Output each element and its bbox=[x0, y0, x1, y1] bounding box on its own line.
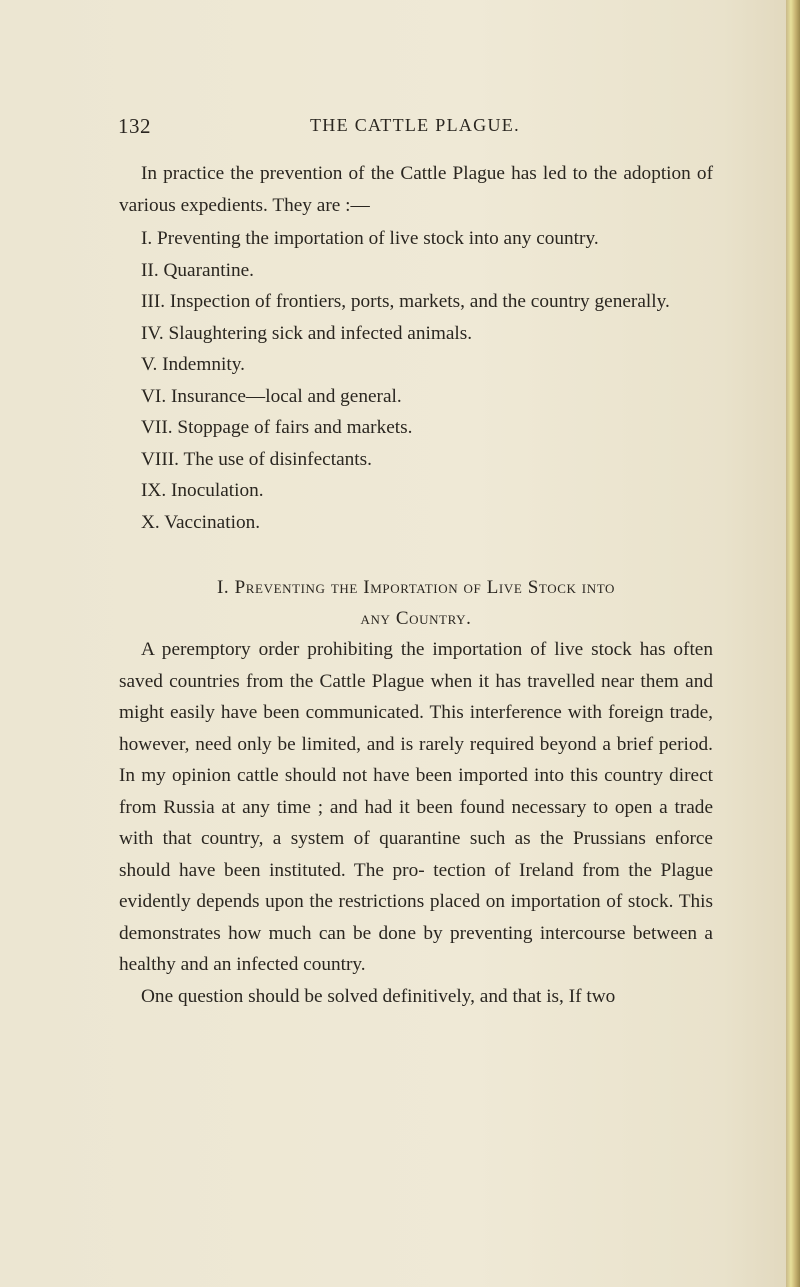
list-item: IV. Slaughtering sick and infected animals. bbox=[141, 322, 473, 344]
list-item: IX. Inoculation. bbox=[141, 480, 264, 501]
running-title: THE CATTLE PLAGUE. bbox=[310, 115, 520, 135]
section-heading-line: any Country. bbox=[360, 608, 472, 629]
book-edge bbox=[786, 0, 800, 1287]
list-item: V. Indemnity. bbox=[141, 354, 245, 375]
list-item: VI. Insurance—local and general. bbox=[141, 385, 402, 407]
section-heading bbox=[119, 572, 713, 634]
list-item: II. Quarantine. bbox=[141, 259, 254, 281]
page-number: 132 bbox=[118, 114, 151, 138]
list-item: VIII. The use of disinfectants. bbox=[141, 448, 372, 470]
body-paragraph: A peremptory order prohibiting the importation of live stock has often saved countries from the Cattle Plague when it has travelled near them and might easily have been communicated. This interference with foreign trade, however, need only be limited, and is rarely required beyond a brief period. In my opinion cattle should not have been imported into this country direct from Russia at any time ; and had it been found necessary to open a trade with that country, a system of quarantine such as the Prussians enforce should have been instituted. The pro- tection of Ireland from the Plague evidently depends upon the restrictions placed on importation of stock. This demonstrates how much can be done by preventing intercourse between a healthy and an infected country. bbox=[119, 639, 713, 975]
list-item: VII. Stoppage of fairs and markets. bbox=[141, 417, 413, 438]
page-header bbox=[0, 114, 786, 144]
list-item: I. Preventing the importation of live stock into any country. bbox=[141, 228, 599, 249]
intro-paragraph: In practice the prevention of the Cattle Plague has led to the adoption of various expedients. They are :— bbox=[119, 163, 713, 216]
list-item: X. Vaccination. bbox=[141, 511, 261, 533]
expedients-list bbox=[119, 223, 713, 538]
section-heading-line: I. Preventing the Importation of Live Stock into bbox=[216, 577, 616, 598]
page-body bbox=[119, 158, 713, 1012]
body-paragraph: One question should be solved definitively, and that is, If two bbox=[141, 985, 616, 1007]
list-item: III. Inspection of frontiers, ports, markets, and the country generally. bbox=[141, 291, 670, 312]
